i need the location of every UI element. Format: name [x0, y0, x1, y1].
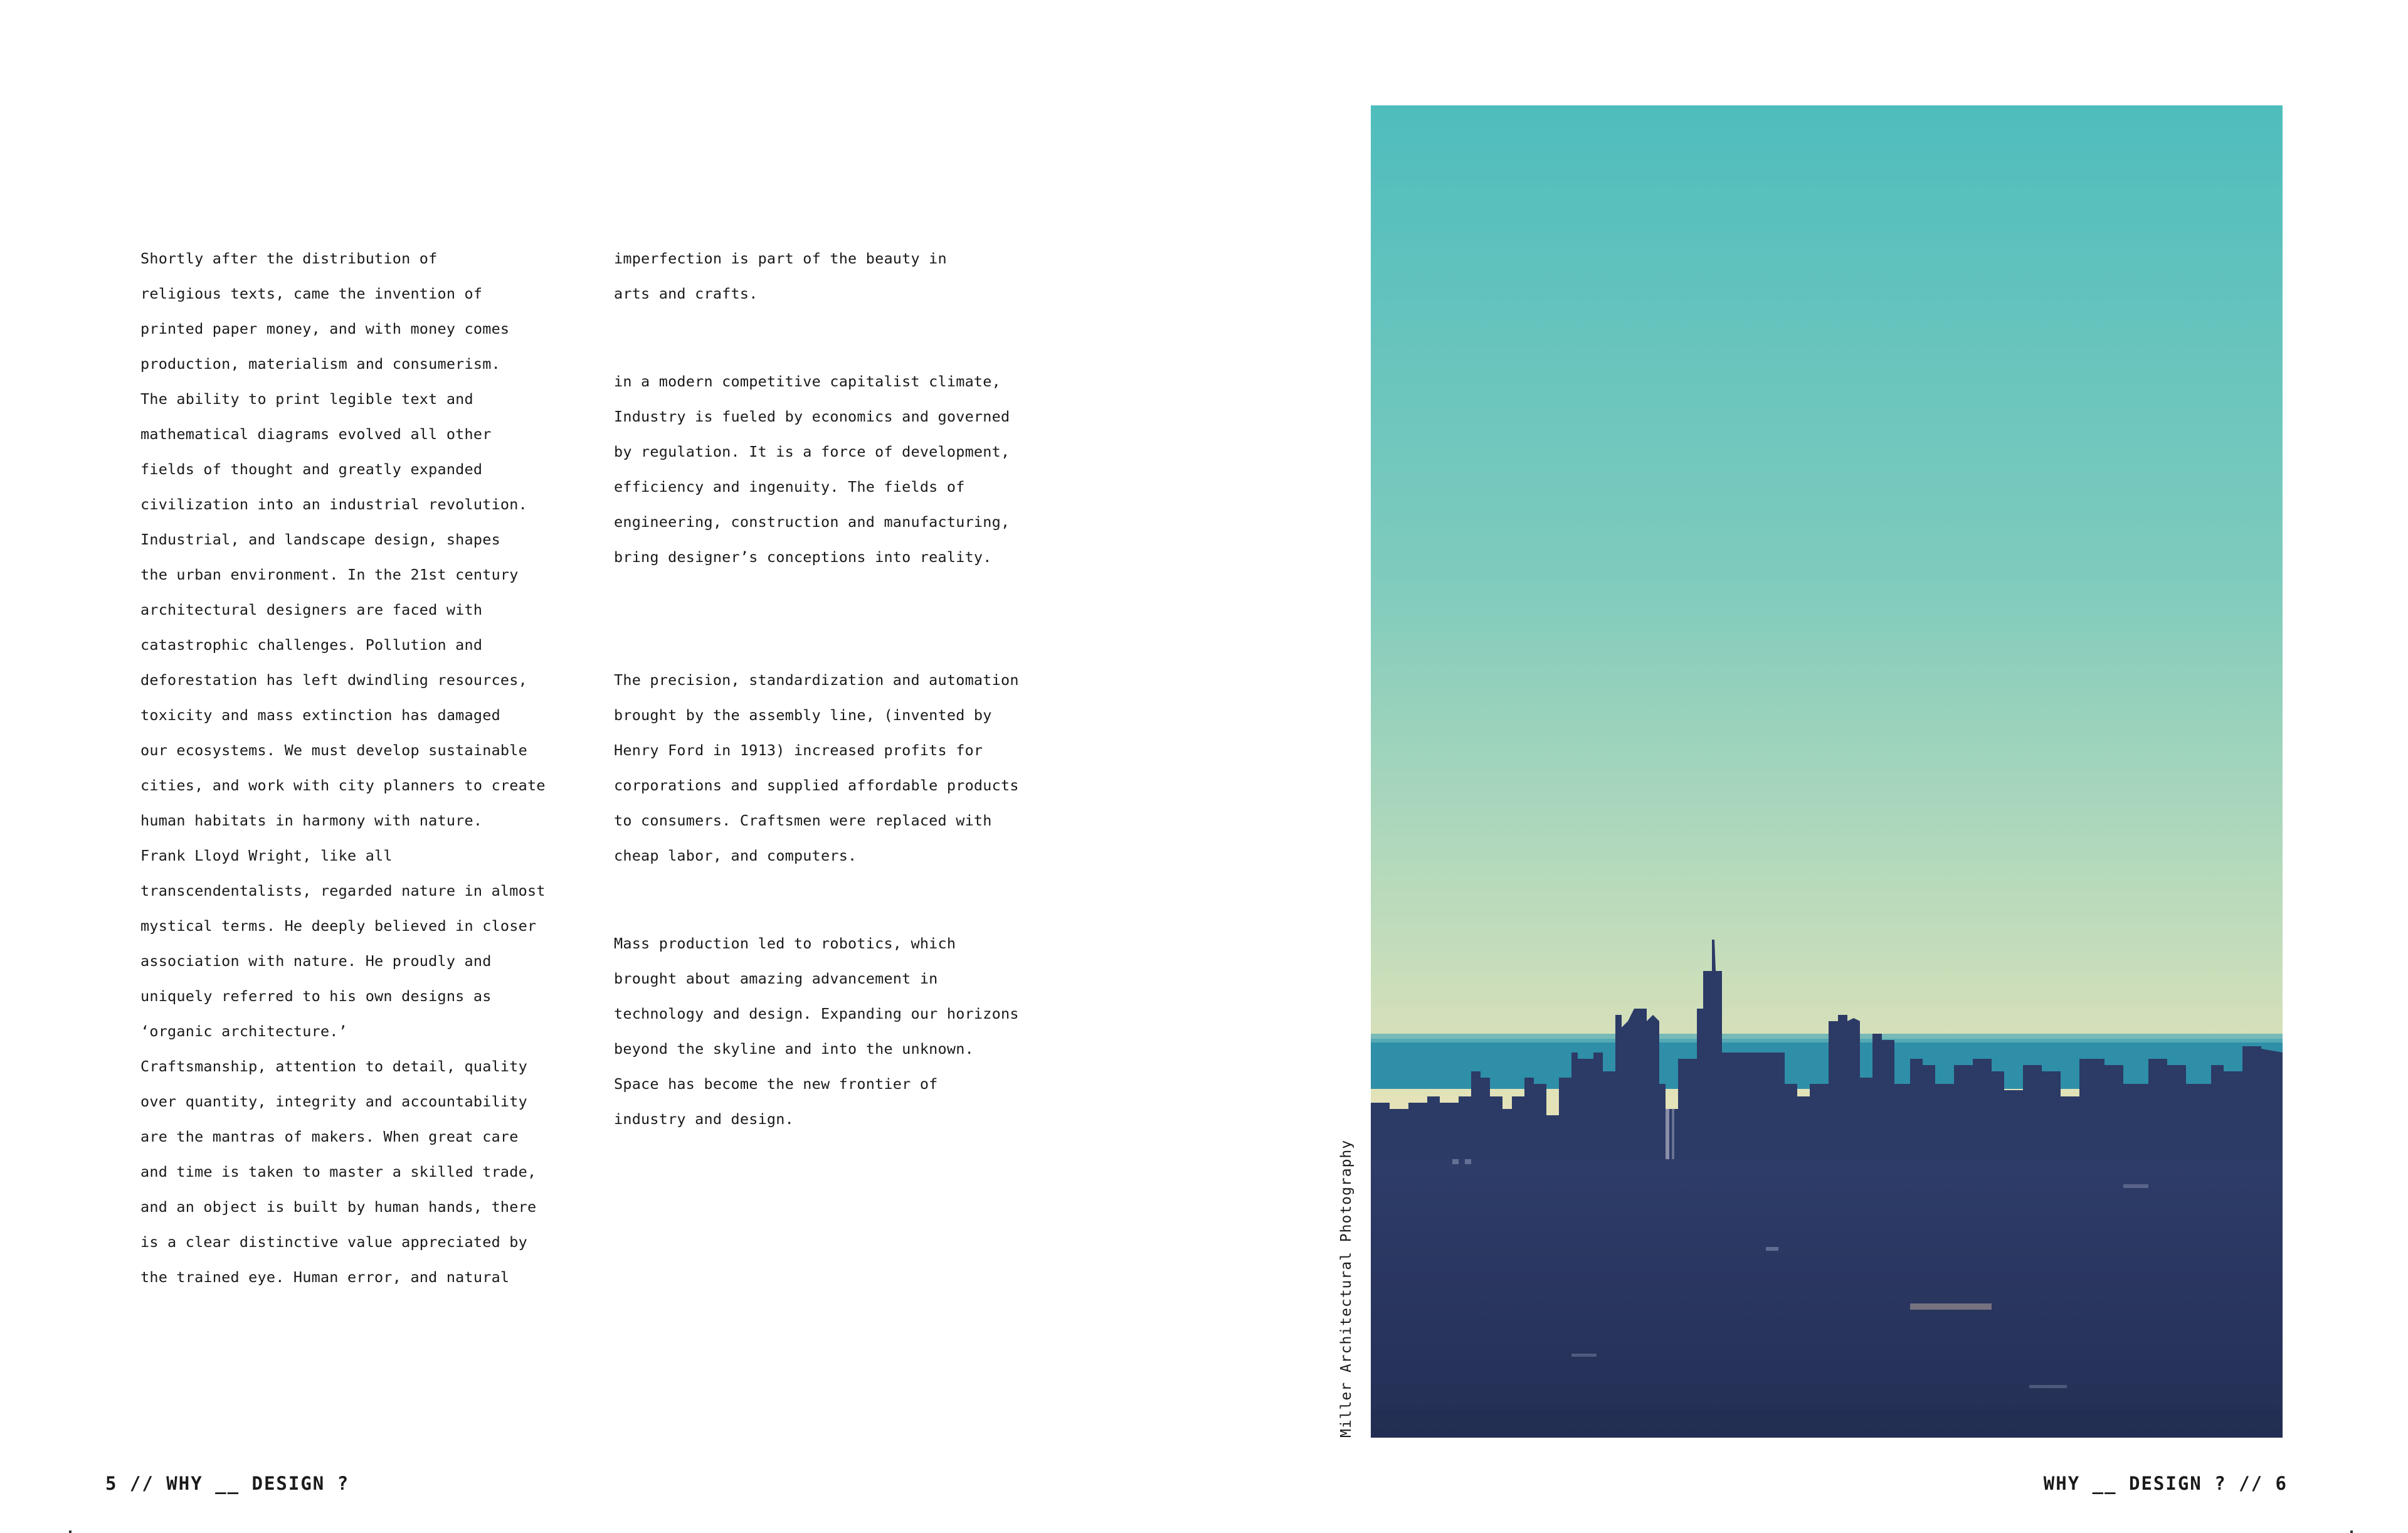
skyline-image	[1371, 105, 2283, 1438]
body-paragraph: Mass production led to robotics, which brought about amazing advancement in technology and design. Expanding our horizons beyond the skyline and into the unknown. Space has become the new frontier of industry and design.	[614, 935, 1019, 1128]
body-paragraph: in a modern competitive capitalist climate, Industry is fueled by economics and governed by regulation. It is a force of development, efficiency and ingenuity. The fields of engineering, construction and manufacturing, bring designer’s conceptions into reality.	[614, 373, 1010, 566]
crop-mark	[69, 1530, 71, 1533]
lake	[1371, 1039, 2283, 1089]
body-paragraph: imperfection is part of the beauty in arts and crafts.	[614, 250, 947, 302]
page-folio-right: WHY __ DESIGN ? // 6	[2043, 1473, 2288, 1494]
page-folio-left: 5 // WHY __ DESIGN ?	[105, 1473, 350, 1494]
photo-credit: Miller Architectural Photography	[1338, 1139, 1354, 1438]
body-paragraph: Shortly after the distribution of religious texts, came the invention of printed paper money, and with money comes production, materialism and consumerism. The ability to print legible text and mathematical diagrams evolved all other fields of thought and greatly expanded civilization into an industrial revolution. Industrial, and landscape design, shapes the urban environment. In the 21st century architectural designers are faced with catastrophic challenges. Pollution and deforestation has left dwindling resources, toxicity and mass extinction has damaged our ecosystems. We must develop sustainable cities, and work with city planners to create human habitats in harmony with nature. Frank Lloyd Wright, like all transcendentalists, regarded nature in almost mystical terms. He deeply believed in closer association with nature. He proudly and uniquely referred to his own designs as ‘organic architecture.’ Craftsmanship, attention to detail, quality over quantity, integrity and accountability are the mantras of makers. When great care and time is taken to master a skilled trade, and an object is built by human hands, there is a clear distinctive value appreciated by the trained eye. Human error, and natural	[140, 250, 546, 1286]
city-ground	[1371, 1159, 2283, 1438]
right-text-column	[614, 206, 1090, 1172]
city-skyline-photo	[1371, 105, 2283, 1438]
body-paragraph: The precision, standardization and automation brought by the assembly line, (invented by Henry Ford in 1913) increased profits for corporations and supplied affordable products to consumers. Craftsmen were replaced with cheap labor, and computers.	[614, 671, 1019, 864]
left-text-column	[140, 206, 605, 1330]
crop-mark	[2350, 1530, 2353, 1533]
horizon-haze	[1371, 1034, 2283, 1042]
